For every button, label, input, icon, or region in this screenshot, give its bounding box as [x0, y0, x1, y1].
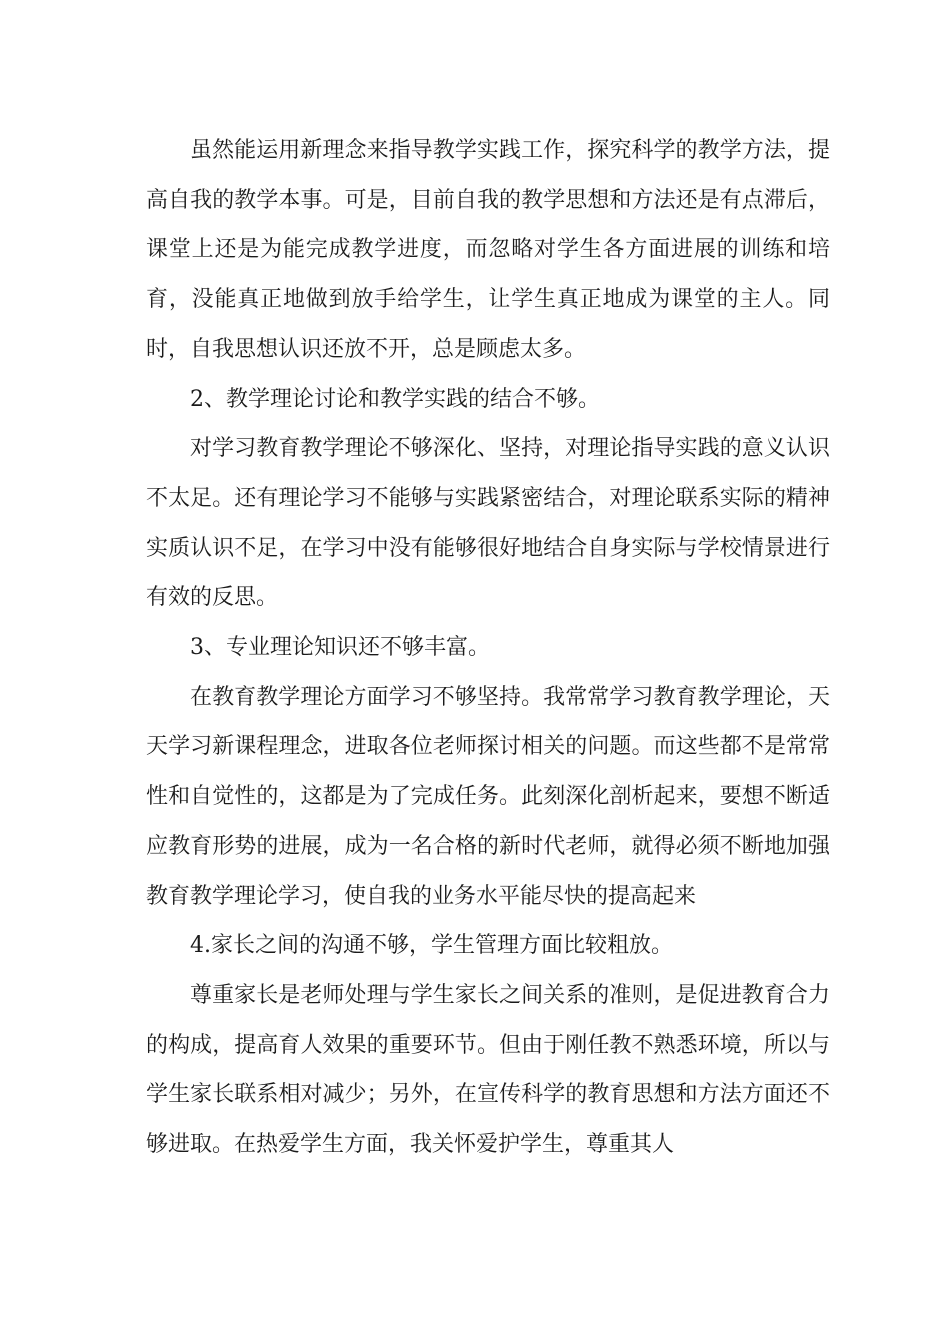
section-heading: 3、专业理论知识还不够丰富。: [190, 635, 490, 661]
body-paragraph: 在教育教学理论方面学习不够坚持。我常常学习教育教学理论，天天学习新课程理念，进取各位老师探讨相关的问题。而这些都不是常常性和自觉性的，这都是为了完成任务。此刻深化剖析起来，要想不断适应教育形势的进展，成为一名合格的新时代老师，就得必须不断地加强教育教学理论学习，使自我的业务水平能尽快的提高起来: [146, 684, 830, 909]
document-body: [146, 126, 830, 1170]
body-paragraph: 对学习教育教学理论不够深化、坚持，对理论指导实践的意义认识不太足。还有理论学习不能够与实践紧密结合，对理论联系实际的精神实质认识不足，在学习中没有能够很好地结合自身实际与学校情景进行有效的反思。: [146, 436, 830, 611]
section-heading: 4.家长之间的沟通不够，学生管理方面比较粗放。: [190, 933, 673, 959]
body-paragraph: 虽然能运用新理念来指导教学实践工作，探究科学的教学方法，提高自我的教学本事。可是，目前自我的教学思想和方法还是有点滞后，课堂上还是为能完成教学进度，而忽略对学生各方面进展的训练和培育，没能真正地做到放手给学生，让学生真正地成为课堂的主人。同时，自我思想认识还放不开，总是顾虑太多。: [146, 138, 830, 362]
section-heading: 2、教学理论讨论和教学实践的结合不够。: [190, 386, 600, 412]
body-paragraph: 尊重家长是老师处理与学生家长之间关系的准则，是促进教育合力的构成，提高育人效果的重要环节。但由于刚任教不熟悉环境，所以与学生家长联系相对减少；另外，在宣传科学的教育思想和方法方面还不够进取。在热爱学生方面，我关怀爱护学生，尊重其人: [146, 982, 830, 1158]
